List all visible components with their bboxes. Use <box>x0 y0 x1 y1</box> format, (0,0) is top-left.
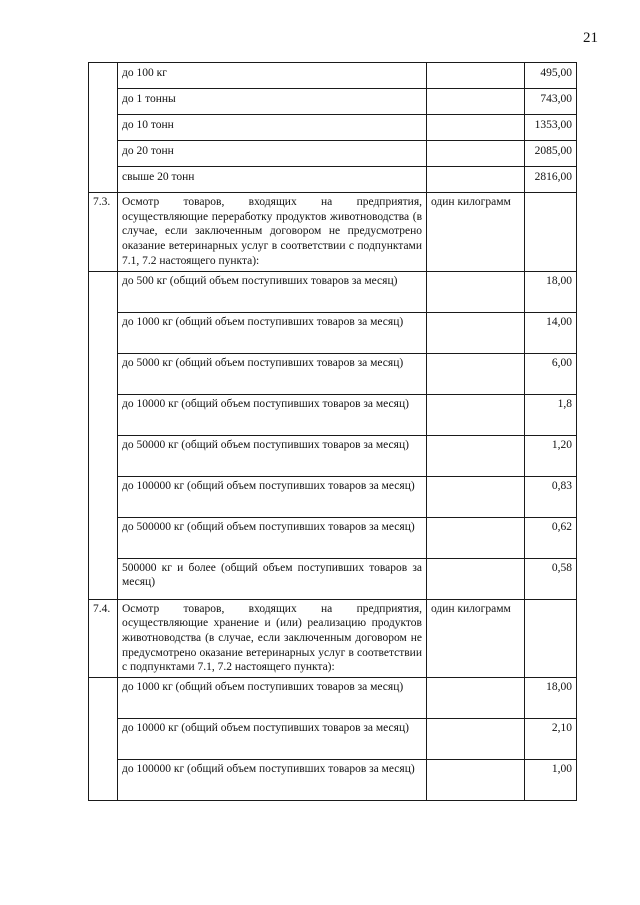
unit-of-measure <box>427 115 525 141</box>
tariff-row <box>89 63 577 89</box>
tariff-row <box>89 435 577 476</box>
unit-of-measure <box>427 558 525 599</box>
unit-of-measure <box>427 435 525 476</box>
price-value: 1353,00 <box>525 115 577 141</box>
tariff-row <box>89 89 577 115</box>
tariff-row <box>89 115 577 141</box>
service-description: до 1000 кг (общий объем поступивших товаров за месяц) <box>118 678 427 719</box>
tariff-row <box>89 271 577 312</box>
unit-of-measure <box>427 719 525 760</box>
section-header-row <box>89 193 577 272</box>
unit-of-measure <box>427 394 525 435</box>
service-description: Осмотр товаров, входящих на предприятия, осуществляющие хранение и (или) реализацию продуктов животноводства (в случае, если заключенным договором не предусмотрено оказание ветеринарных услуг в соответствии с подпунктами 7.1, 7.2 настоящего пункта): <box>118 599 427 678</box>
tariff-row <box>89 167 577 193</box>
unit-of-measure <box>427 760 525 801</box>
price-value: 1,00 <box>525 760 577 801</box>
page-number: 21 <box>583 30 598 46</box>
item-number-cell <box>89 271 118 599</box>
unit-of-measure <box>427 167 525 193</box>
tariff-row <box>89 719 577 760</box>
tariff-row <box>89 558 577 599</box>
unit-of-measure: один килограмм <box>427 599 525 678</box>
service-description: Осмотр товаров, входящих на предприятия, осуществляющие переработку продуктов животноводства (в случае, если заключенным договором не предусмотрено оказание ветеринарных услуг в соответствии с подпунктами 7.1, 7.2 настоящего пункта): <box>118 193 427 272</box>
tariff-row <box>89 312 577 353</box>
unit-of-measure <box>427 89 525 115</box>
unit-of-measure <box>427 476 525 517</box>
price-value: 6,00 <box>525 353 577 394</box>
tariff-row <box>89 353 577 394</box>
price-value: 0,83 <box>525 476 577 517</box>
service-description: свыше 20 тонн <box>118 167 427 193</box>
price-value: 2816,00 <box>525 167 577 193</box>
service-description: до 10000 кг (общий объем поступивших товаров за месяц) <box>118 719 427 760</box>
price-value: 0,62 <box>525 517 577 558</box>
price-value: 1,20 <box>525 435 577 476</box>
service-description: до 100000 кг (общий объем поступивших товаров за месяц) <box>118 476 427 517</box>
item-number-cell: 7.3. <box>89 193 118 272</box>
service-description: до 500000 кг (общий объем поступивших товаров за месяц) <box>118 517 427 558</box>
service-description: до 20 тонн <box>118 141 427 167</box>
unit-of-measure <box>427 141 525 167</box>
item-number-cell <box>89 678 118 801</box>
service-description: до 100 кг <box>118 63 427 89</box>
tariff-row <box>89 517 577 558</box>
unit-of-measure <box>427 271 525 312</box>
tariff-row <box>89 394 577 435</box>
price-value: 743,00 <box>525 89 577 115</box>
service-description: до 500 кг (общий объем поступивших товаров за месяц) <box>118 271 427 312</box>
price-value: 1,8 <box>525 394 577 435</box>
unit-of-measure <box>427 312 525 353</box>
service-description: до 50000 кг (общий объем поступивших товаров за месяц) <box>118 435 427 476</box>
price-value: 18,00 <box>525 271 577 312</box>
tariff-row <box>89 476 577 517</box>
unit-of-measure: один килограмм <box>427 193 525 272</box>
service-description: до 10000 кг (общий объем поступивших товаров за месяц) <box>118 394 427 435</box>
service-description: до 5000 кг (общий объем поступивших товаров за месяц) <box>118 353 427 394</box>
price-value <box>525 599 577 678</box>
price-value: 0,58 <box>525 558 577 599</box>
unit-of-measure <box>427 63 525 89</box>
service-description: 500000 кг и более (общий объем поступивших товаров за месяц) <box>118 558 427 599</box>
service-description: до 100000 кг (общий объем поступивших товаров за месяц) <box>118 760 427 801</box>
unit-of-measure <box>427 353 525 394</box>
price-value: 495,00 <box>525 63 577 89</box>
tariff-table <box>88 62 577 801</box>
service-description: до 1000 кг (общий объем поступивших товаров за месяц) <box>118 312 427 353</box>
section-header-row <box>89 599 577 678</box>
price-value: 18,00 <box>525 678 577 719</box>
unit-of-measure <box>427 678 525 719</box>
unit-of-measure <box>427 517 525 558</box>
tariff-row <box>89 678 577 719</box>
service-description: до 10 тонн <box>118 115 427 141</box>
price-value: 14,00 <box>525 312 577 353</box>
item-number-cell <box>89 63 118 193</box>
price-value: 2085,00 <box>525 141 577 167</box>
tariff-table-body <box>89 63 577 801</box>
item-number-cell: 7.4. <box>89 599 118 678</box>
price-value: 2,10 <box>525 719 577 760</box>
tariff-row <box>89 760 577 801</box>
tariff-row <box>89 141 577 167</box>
price-value <box>525 193 577 272</box>
service-description: до 1 тонны <box>118 89 427 115</box>
